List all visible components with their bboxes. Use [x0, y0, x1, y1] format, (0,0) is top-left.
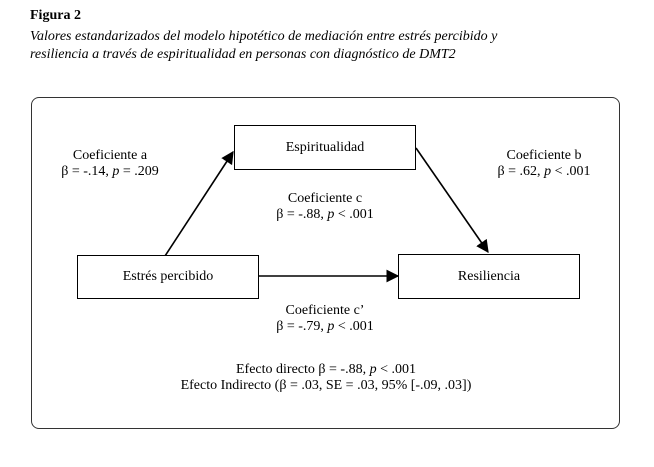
path-a-label [40, 148, 180, 180]
path-c-prime-stat: β = -.79, p < .001 [276, 319, 374, 334]
node-predictor-label: Estrés percibido [122, 269, 214, 284]
node-outcome-label: Resiliencia [457, 268, 521, 284]
direct-effect: Efecto directo β = -.88, p < .001 [236, 362, 416, 377]
path-a-stat: β = -.14, p = .209 [61, 164, 159, 179]
caption-line-2: resiliencia a través de espiritualidad en personas con diagnóstico de DMT2 [30, 47, 456, 62]
indirect-effect: Efecto Indirecto (β = .03, SE = .03, 95% [-.09, .03]) [180, 378, 472, 393]
node-mediator [234, 125, 416, 170]
effects-summary [131, 362, 521, 394]
figure-label: Figura 2 [30, 8, 81, 23]
path-c-prime-name: Coeficiente c’ [285, 303, 365, 318]
caption-line-1: Valores estandarizados del modelo hipotético de mediación entre estrés percibido y [30, 29, 498, 44]
path-b-stat: β = .62, p < .001 [497, 164, 591, 179]
path-c-name: Coeficiente c [287, 191, 363, 206]
path-b-label [474, 148, 614, 180]
path-a-name: Coeficiente a [72, 148, 148, 163]
path-c-prime-label [255, 303, 395, 335]
path-b-name: Coeficiente b [506, 148, 582, 163]
path-c-stat: β = -.88, p < .001 [276, 207, 374, 222]
path-c-label [255, 191, 395, 223]
node-outcome [398, 254, 580, 299]
node-predictor [77, 255, 259, 299]
node-mediator-label: Espiritualidad [285, 139, 365, 155]
